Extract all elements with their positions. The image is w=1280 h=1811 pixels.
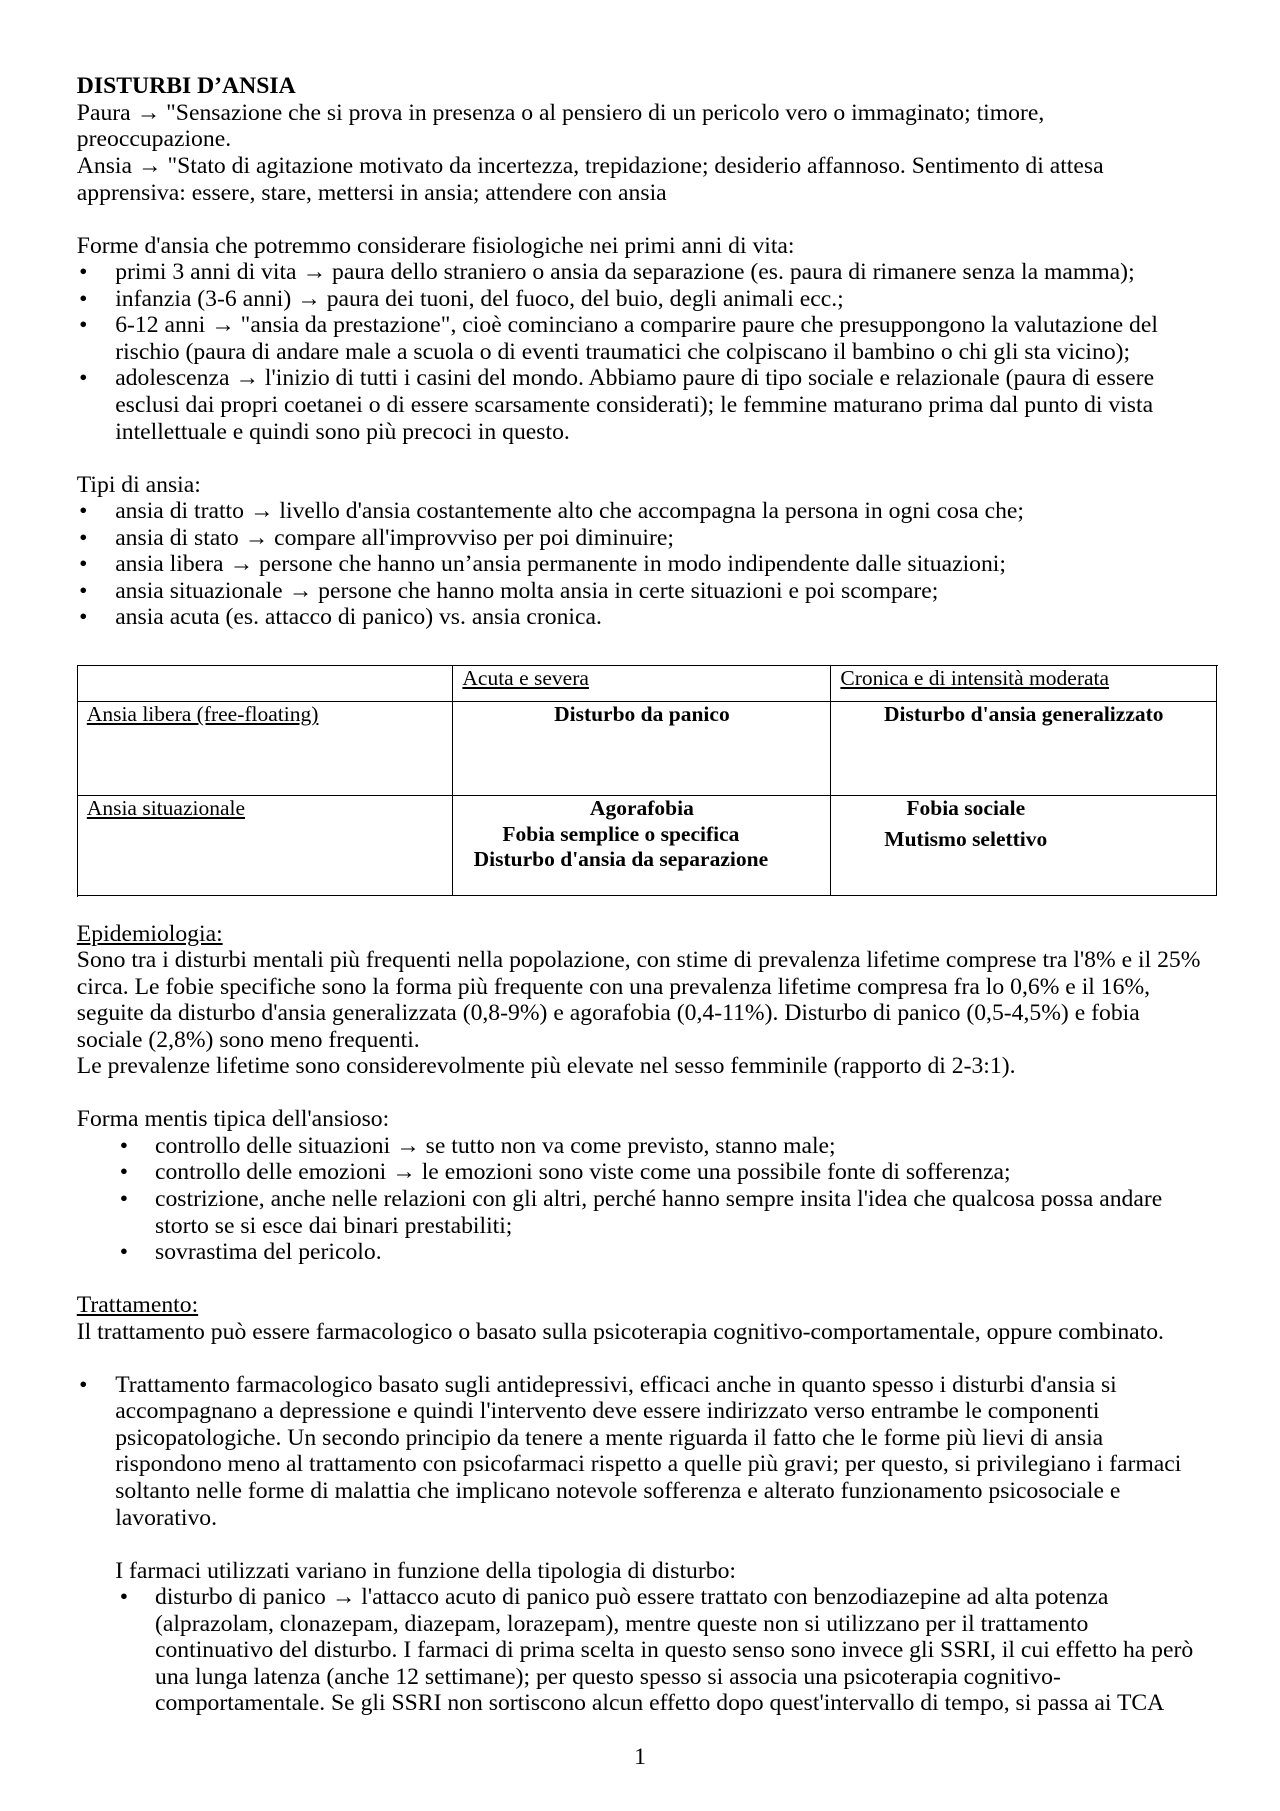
spacer [77,1531,1227,1558]
table-row-label-text: Ansia situazionale [86,796,246,821]
table-cell-text: Fobia sociale [906,796,1026,821]
bullet-marker: • [79,285,88,312]
epidemiology-line: Sono tra i disturbi mentali più frequenti nella popolazione, con stime di prevalenza lifetime comprese tra l'8% e il 25% [76,947,1201,974]
list-item-continuation: comportamentale. Se gli SSRI non sortiscono alcun effetto dopo quest'intervallo di tempo, si passa ai TCA [154,1690,1165,1717]
drugs-intro: I farmaci utilizzati variano in funzione della tipologia di disturbo: [115,1557,736,1584]
table-cell-chronic [831,702,1217,796]
bullet-marker: • [79,551,88,578]
list-item-continuation: una lunga latenza (anche 12 settimane); per questo spesso si associa una psicoterapia cognitivo- [154,1663,1061,1690]
list-item-text: controllo delle emozioni → le emozioni sono viste come una possibile fonte di sofferenza; [154,1159,1011,1186]
list-item-text: sovrastima del pericolo. [154,1239,382,1266]
treatment-heading [77,1292,1227,1319]
list-item-continuation: soltanto nelle forme di malattia che implicano notevole sofferenza e alterato funzionamento psicosociale e [115,1477,1121,1504]
list-item [77,1584,1227,1611]
list-item-continuation: continuativo del disturbo. I farmaci di prima scelta in questo senso sono invece gli SSRI, il cui effetto ha però [154,1637,1194,1664]
bullet-marker: • [119,1239,129,1266]
list-item-continuation: storto se si esce dai binari prestabiliti; [154,1212,513,1239]
list-item-text: ansia di stato → compare all'improvviso per poi diminuire; [115,524,674,551]
table-cell-text: Disturbo d'ansia generalizzato [884,702,1164,727]
epidemiology-sex-ratio: Le prevalenze lifetime sono considerevolmente più elevate nel sesso femminile (rapporto di 2-3:1). [76,1053,1016,1080]
list-item-continuation: psicopatologiche. Un secondo principio da tenere a mente riguarda il fatto che le forme più lievi di ansia [115,1424,1104,1451]
spacer [77,206,1227,233]
list-item-text: adolescenza → l'inizio di tutti i casini del mondo. Abbiamo paure di tipo sociale e relazionale (paura di essere [115,365,1155,392]
table-cell-text: Disturbo d'ansia da separazione [473,846,769,871]
list-item-continuation: rispondono meno al trattamento con psicofarmaci rispetto a quelle più gravi; per questo, si privilegiano i farmaci [115,1451,1182,1478]
document-title: DISTURBI D’ANSIA [76,73,296,100]
table-cell-text: Mutismo selettivo [884,826,1048,851]
list-item-continuation: esclusi dai propri coetanei o di essere scarsamente considerati); le femmine maturano prima dal punto di vista [115,391,1154,418]
definition-ansia-line: apprensiva: essere, stare, mettersi in ansia; attendere con ansia [76,179,667,206]
table-cell-text: Fobia semplice o specifica [502,821,740,846]
section-heading-text: Epidemiologia: [76,920,223,947]
table-cell-acute [453,796,831,896]
list-item-text: ansia di tratto → livello d'ansia costantemente alto che accompagna la persona in ogni cosa che; [115,498,1024,525]
list-item-continuation: (alprazolam, clonazepam, diazepam, lorazepam), mentre queste non si utilizzano per il trattamento [154,1610,1089,1637]
bullet-marker: • [79,312,88,339]
types-heading: Tipi di ansia: [76,471,201,498]
table-row-label [78,796,454,896]
list-item [77,604,1227,631]
spacer [77,1080,1227,1107]
epidemiology-line: seguite da disturbo d'ansia generalizzata (0,8-9%) e agorafobia (0,4-11%). Disturbo di panico (0,5-4,5%) e fobia [76,1000,1140,1027]
definition-paura-line: preoccupazione. [76,126,232,153]
table-cell-chronic [831,796,1217,896]
section-heading-text: Trattamento: [76,1292,199,1319]
list-item-text: ansia situazionale → persone che hanno molta ansia in certe situazioni e poi scompare; [115,577,939,604]
table-cell-acute [453,702,831,796]
bullet-marker: • [79,365,88,392]
list-item [77,1159,1227,1186]
list-item-continuation: intellettuale e quindi sono più precoci in questo. [115,418,570,445]
table-header-text: Acuta e severa [462,665,589,690]
table-header-chronic [831,666,1217,703]
definition-ansia-line: Ansia → "Stato di agitazione motivato da incertezza, trepidazione; desiderio affannoso. Sentimento di attesa [76,153,1104,180]
anxiety-classification-table [77,665,1218,898]
list-item [77,312,1227,339]
list-item [77,1372,1227,1399]
list-item [77,578,1227,605]
list-item-continuation: rischio (paura di andare male a scuola o di eventi traumatici che colpiscano il bambino o chi gli sta vicino); [115,338,1131,365]
list-item [77,286,1227,313]
list-item-text: ansia libera → persone che hanno un’ansia permanente in modo indipendente dalle situazioni; [115,551,1006,578]
list-item [77,551,1227,578]
list-item [77,365,1227,392]
epidemiology-line: sociale (2,8%) sono meno frequenti. [76,1026,420,1053]
table-cell-text: Agorafobia [589,796,694,821]
physiological-heading: Forme d'ansia che potremmo considerare fisiologiche nei primi anni di vita: [76,232,795,259]
bullet-marker: • [119,1185,129,1212]
bullet-marker: • [79,259,88,286]
treatment-intro: Il trattamento può essere farmacologico o basato sulla psicoterapia cognitivo-comportamentale, oppure combinato. [76,1318,1164,1345]
bullet-marker: • [79,498,88,525]
list-item [77,525,1227,552]
list-item [77,498,1227,525]
spacer [77,445,1227,472]
definition-paura-line: Paura → "Sensazione che si prova in presenza o al pensiero di un pericolo vero o immaginato; timore, [76,99,1045,126]
list-item [77,259,1227,286]
bullet-marker: • [119,1132,129,1159]
list-item [77,1186,1227,1213]
list-item-text: 6-12 anni → "ansia da prestazione", cioè cominciano a comparire paure che presuppongono la valutazione del [115,312,1158,339]
list-item-text: infanzia (3-6 anni) → paura dei tuoni, del fuoco, del buio, degli animali ecc.; [115,285,844,312]
epidemiology-heading [77,921,1227,948]
details-section [77,921,1227,1717]
list-item-text: disturbo di panico → l'attacco acuto di panico può essere trattato con benzodiazepine ad alta potenza [154,1584,1109,1611]
table-corner-cell [78,666,454,703]
epidemiology-line: circa. Le fobie specifiche sono la forma più frequente con una prevalenza lifetime compresa fra lo 0,6% e il 16%, [76,973,1151,1000]
page-number: 1 [634,1744,646,1770]
list-item-continuation: lavorativo. [115,1504,218,1531]
spacer [77,1345,1227,1372]
list-item [77,1133,1227,1160]
intro-section [77,73,1227,630]
table-cell-text: Disturbo da panico [554,702,730,727]
list-item-text: primi 3 anni di vita → paura dello straniero o ansia da separazione (es. paura di rimanere senza la mamma); [115,259,1135,286]
list-item-text: controllo delle situazioni → se tutto non va come previsto, stanno male; [154,1132,836,1159]
table-header-acute [453,666,831,703]
table-header-text: Cronica e di intensità moderata [840,665,1110,690]
list-item-text: costrizione, anche nelle relazioni con gli altri, perché hanno sempre insita l'idea che qualcosa possa andare [154,1185,1163,1212]
list-item-text: ansia acuta (es. attacco di panico) vs. ansia cronica. [115,604,602,631]
list-item-continuation: accompagnano a depressione e quindi l'intervento deve essere indirizzato verso entrambe le componenti [115,1398,1100,1425]
table-row-label-text: Ansia libera (free-floating) [86,702,319,727]
table-row-label [78,702,454,796]
bullet-marker: • [79,604,88,631]
bullet-marker: • [119,1159,129,1186]
mindset-heading: Forma mentis tipica dell'ansioso: [76,1106,390,1133]
bullet-marker: • [119,1584,129,1611]
bullet-marker: • [79,1371,88,1398]
spacer [77,1266,1227,1293]
bullet-marker: • [79,524,88,551]
bullet-marker: • [79,577,88,604]
list-item-text: Trattamento farmacologico basato sugli antidepressivi, efficaci anche in quanto spesso i disturbi d'ansia si [115,1371,1117,1398]
list-item [77,1239,1227,1266]
